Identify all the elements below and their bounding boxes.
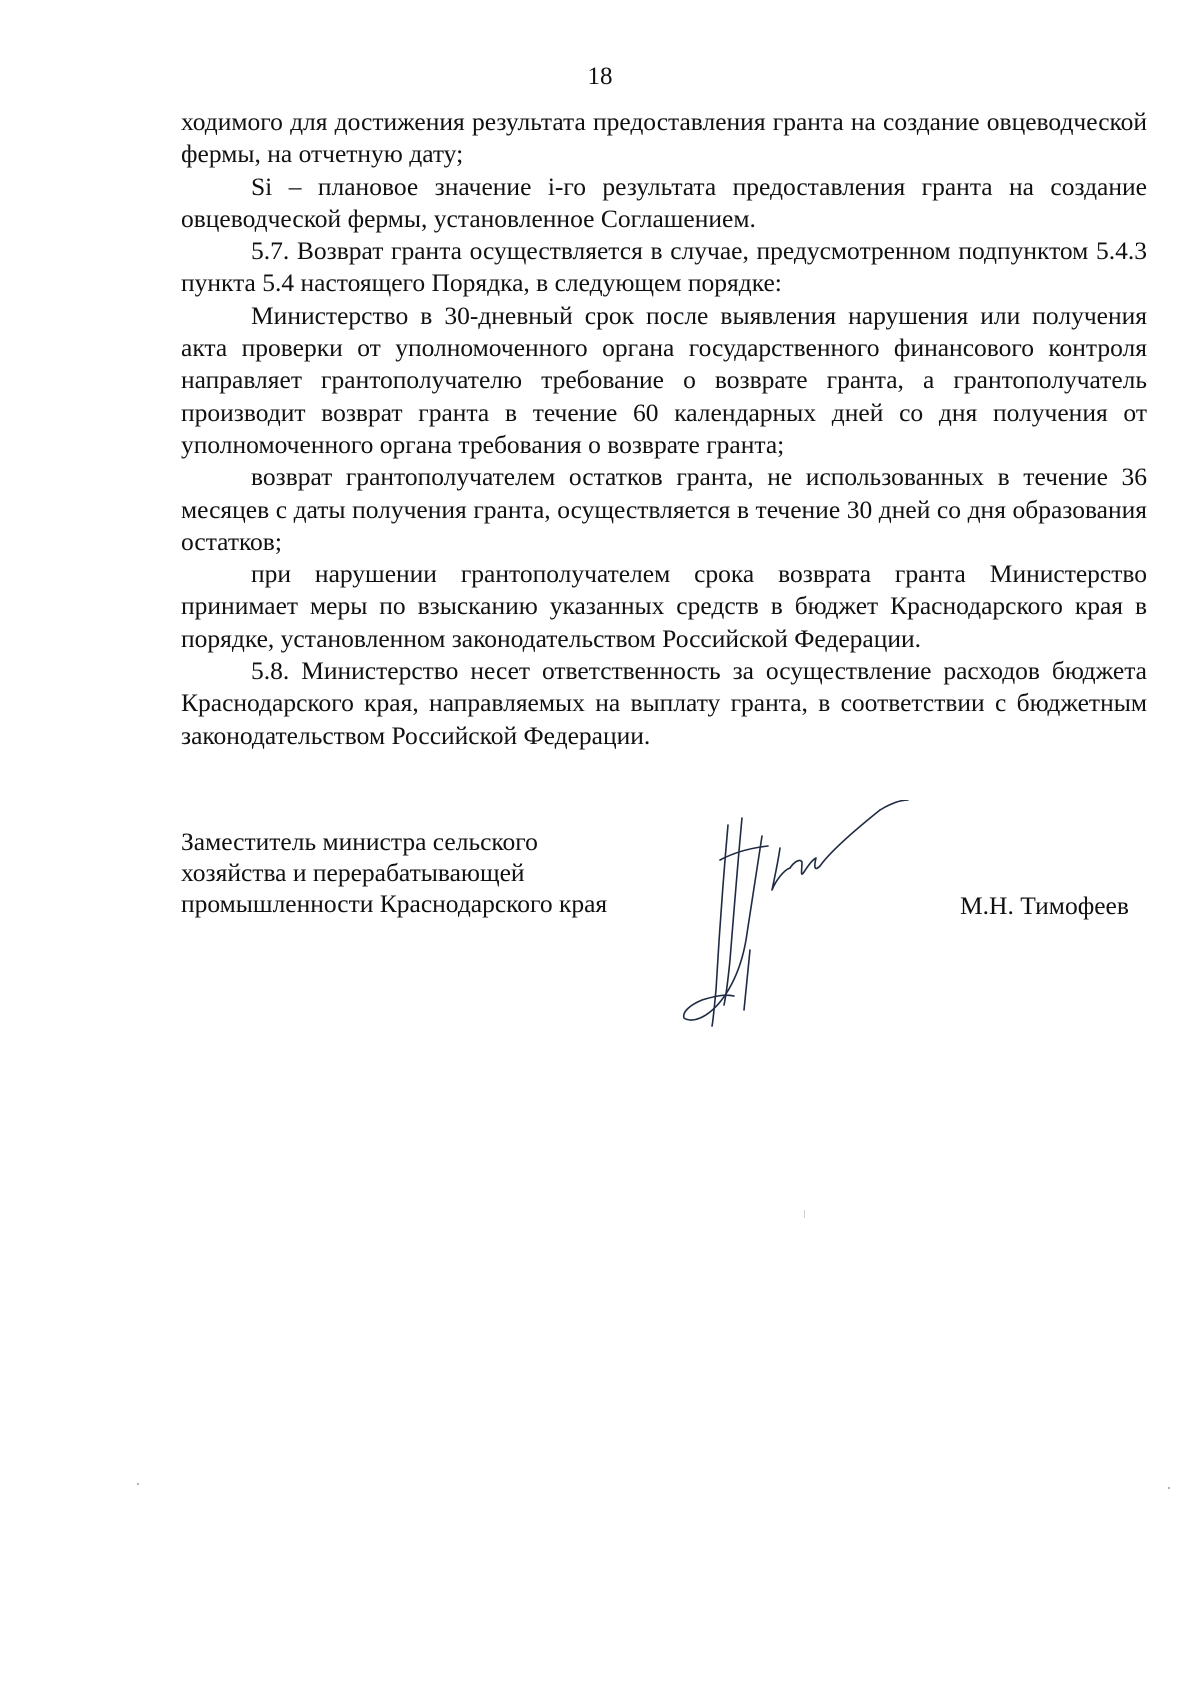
paragraph-3: 5.7. Возврат гранта осуществляется в случае, предусмотренном подпунктом 5.4.3 пункта 5.4 настоящего Порядка, в следующем порядке: bbox=[181, 236, 1147, 298]
signatory-title-line-1: Заместитель министра сельского bbox=[181, 827, 538, 856]
handwritten-signature-icon bbox=[680, 800, 950, 1030]
signatory-name: М.Н. Тимофеев bbox=[960, 891, 1129, 920]
document-body bbox=[181, 106, 1147, 752]
paragraph-7: 5.8. Министерство несет ответственность за осуществление расходов бюджета Краснодарского края, направляемых на выплату гранта, в соответствии с бюджетным законодательством Российской Федерации. bbox=[181, 656, 1147, 750]
paragraph-1: ходимого для достижения результата предоставления гранта на создание овцеводческой фермы, на отчетную дату; bbox=[181, 107, 1147, 169]
paragraph-5: возврат грантополучателем остатков гранта, не использованных в течение 36 месяцев с даты получения гранта, осуществляется в течение 30 дней со дня образования остатков; bbox=[181, 462, 1147, 556]
scan-speck bbox=[1168, 1487, 1170, 1489]
scan-speck bbox=[804, 1210, 805, 1218]
page-number: 18 bbox=[587, 63, 613, 90]
paragraph-2: Si – плановое значение i-го результата предоставления гранта на создание овцеводческой фермы, установленное Соглашением. bbox=[181, 171, 1147, 233]
paragraph-6: при нарушении грантополучателем срока возврата гранта Министерство принимает меры по взысканию указанных средств в бюджет Краснодарского края в порядке, установленном законодательством Российской Федерации. bbox=[181, 559, 1147, 653]
scan-speck bbox=[137, 1483, 139, 1485]
signatory-title-line-2: хозяйства и перерабатывающей bbox=[181, 858, 525, 887]
signatory-title-line-3: промышленности Краснодарского края bbox=[181, 889, 608, 918]
paragraph-4: Министерство в 30-дневный срок после выявления нарушения или получения акта проверки от уполномоченного органа государственного финансового контроля направляет грантополучателю требование о возврате гранта, а грантополучатель производит возврат гранта в течение 60 календарных дней со дня получения от уполномоченного органа требования о возврате гранта; bbox=[181, 300, 1147, 459]
signatory-title bbox=[181, 826, 701, 919]
